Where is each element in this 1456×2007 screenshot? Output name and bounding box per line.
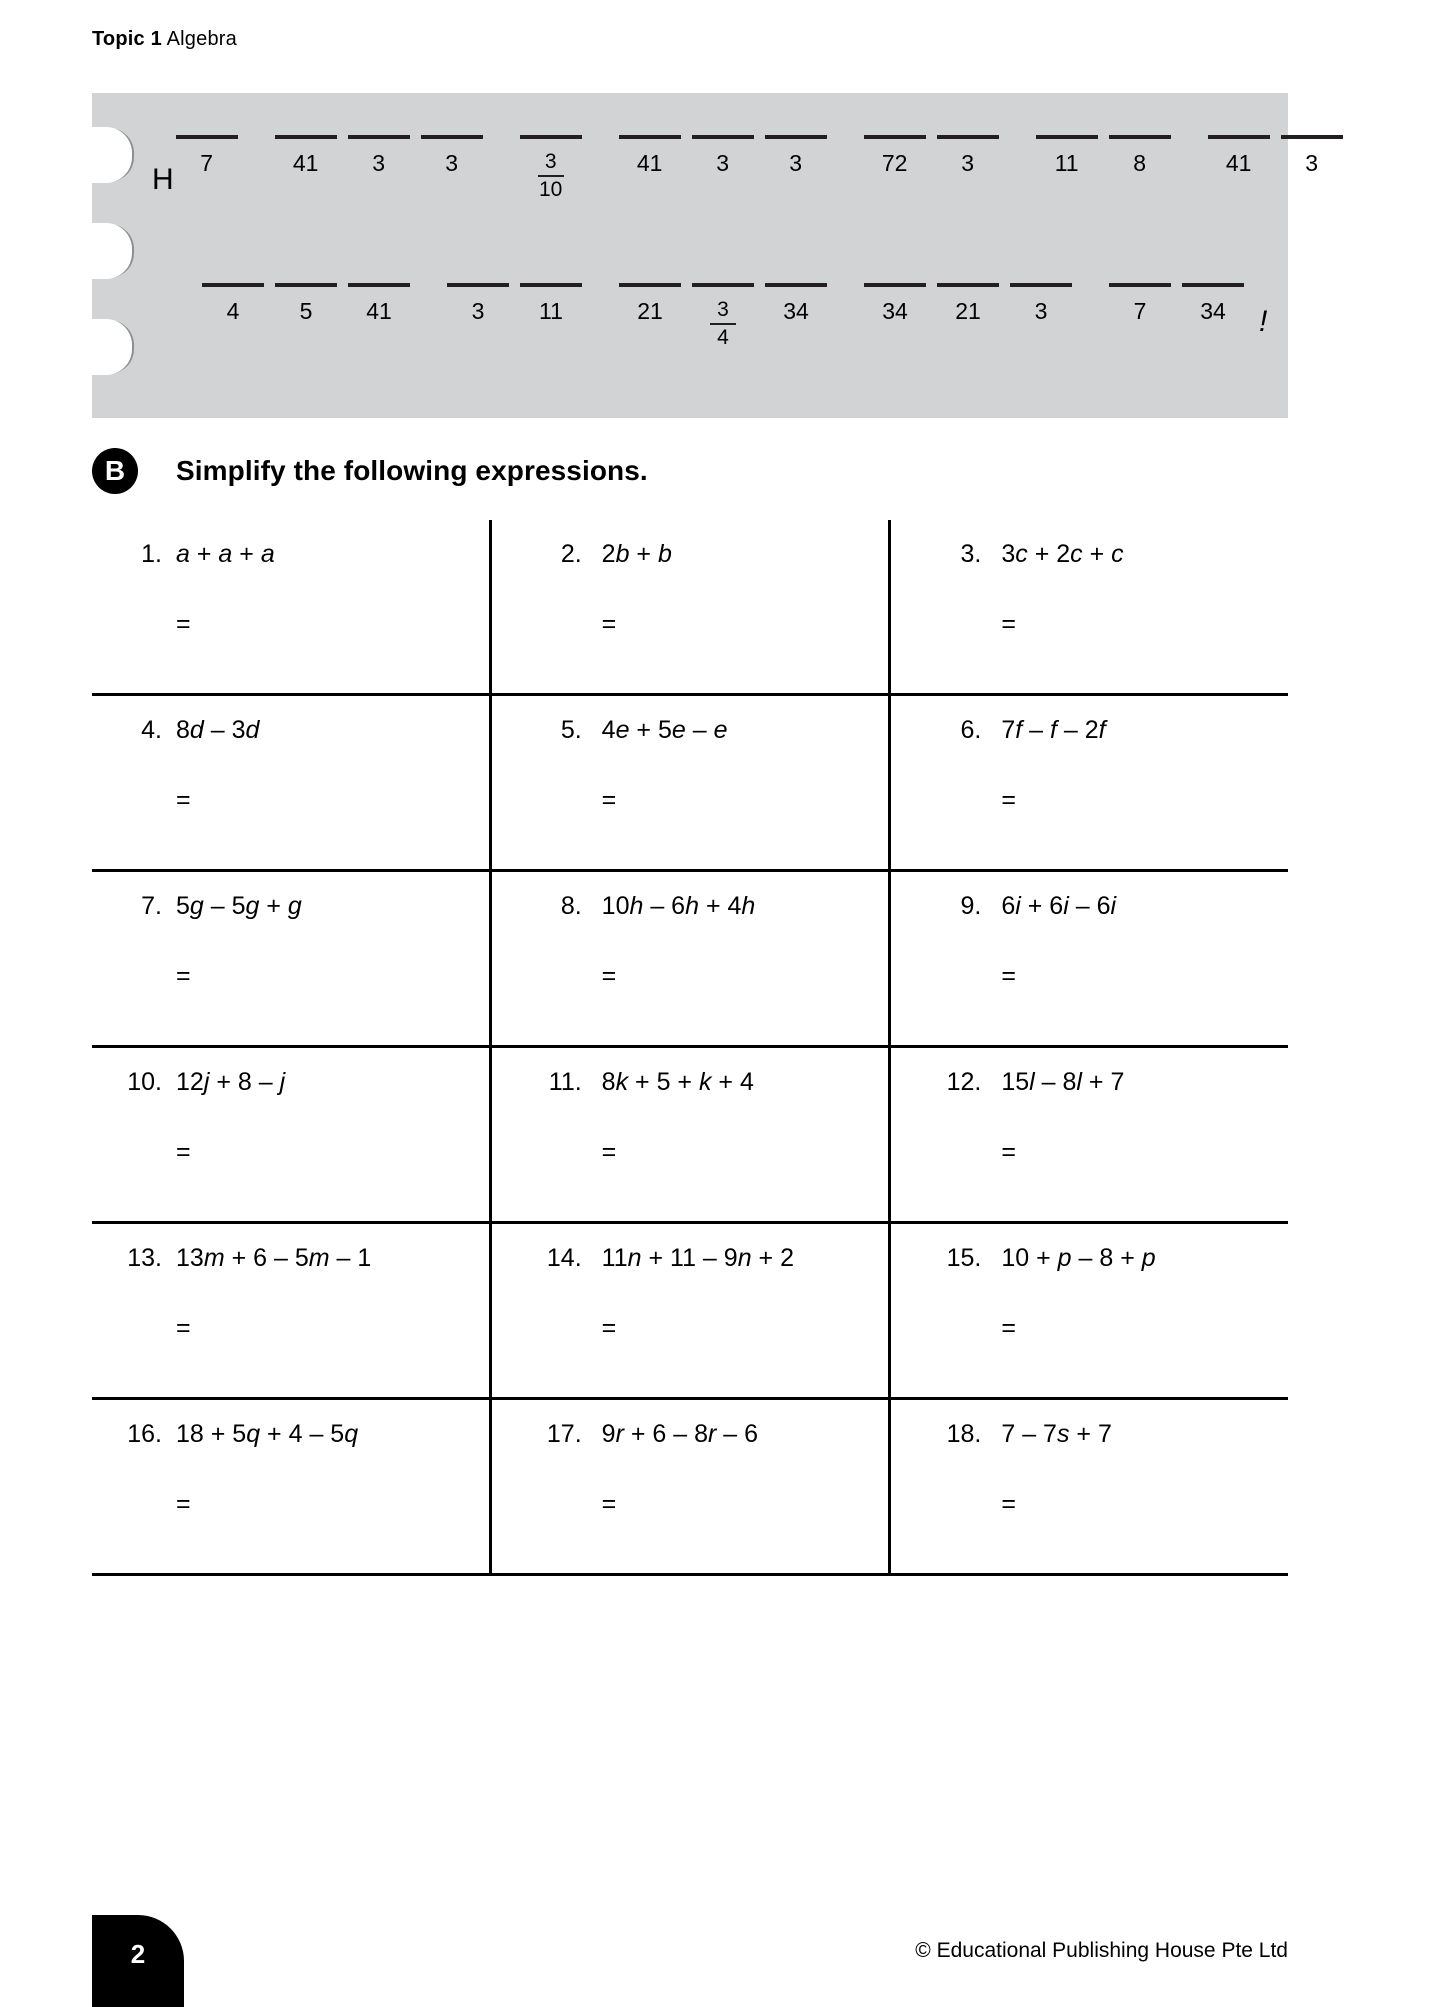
fraction-bar	[710, 323, 736, 325]
answer-equals-prefix[interactable]: =	[1001, 1138, 1016, 1166]
puzzle-answer-slot[interactable]	[202, 283, 264, 355]
question-expression: 7f – f – 2f	[1001, 716, 1106, 744]
puzzle-clue-value: 7	[1133, 298, 1147, 324]
answer-equals-prefix[interactable]: =	[601, 1490, 617, 1518]
puzzle-clue-value: 41	[636, 150, 663, 176]
question-cell	[92, 1400, 489, 1573]
puzzle-answer-row-1	[152, 135, 1354, 207]
question-expression: 8k + 5 + k + 4	[601, 1068, 754, 1096]
puzzle-clue-value: 7	[200, 150, 214, 176]
puzzle-answer-slot[interactable]	[765, 135, 827, 207]
answer-blank-line	[864, 283, 926, 287]
puzzle-clue-value: 3	[961, 150, 975, 176]
question-expression: 6i + 6i – 6i	[1001, 892, 1117, 920]
puzzle-word-group	[864, 135, 1010, 207]
question-expression: 2b + b	[601, 540, 672, 568]
answer-equals-prefix[interactable]: =	[176, 610, 191, 638]
puzzle-answer-slot[interactable]	[520, 135, 582, 207]
question-row	[92, 1224, 1288, 1400]
fraction-bar	[538, 175, 564, 177]
answer-equals-prefix[interactable]: =	[601, 610, 617, 638]
puzzle-clue-value: 3	[789, 150, 803, 176]
question-number: 2.	[560, 540, 582, 568]
puzzle-word-group	[1208, 135, 1354, 207]
answer-equals-prefix[interactable]: =	[176, 962, 191, 990]
question-expression: 7 – 7s + 7	[1001, 1420, 1112, 1448]
puzzle-word-group	[619, 135, 838, 207]
question-cell	[92, 520, 489, 693]
question-expression: 4e + 5e – e	[601, 716, 728, 744]
puzzle-answer-slot[interactable]	[348, 283, 410, 355]
answer-blank-line	[1109, 283, 1171, 287]
fraction-denominator: 10	[538, 178, 563, 202]
question-row	[92, 1400, 1288, 1576]
question-cell	[92, 696, 489, 869]
puzzle-answer-slot[interactable]	[1109, 283, 1171, 355]
puzzle-clue-value: 34	[1200, 298, 1226, 324]
question-number: 10.	[127, 1068, 162, 1096]
puzzle-word-group	[176, 135, 249, 207]
fraction-numerator: 3	[717, 298, 729, 321]
question-cell	[489, 1048, 889, 1221]
puzzle-clue-value: 8	[1133, 150, 1147, 176]
puzzle-word-group	[447, 283, 593, 355]
puzzle-word-group	[202, 283, 421, 355]
puzzle-answer-slot[interactable]	[692, 283, 754, 355]
puzzle-slots-row-2	[202, 283, 1255, 355]
question-cell	[489, 696, 889, 869]
puzzle-answer-slot[interactable]	[864, 283, 926, 355]
puzzle-clue-value: 3	[445, 150, 459, 176]
answer-blank-line	[1010, 283, 1072, 287]
binding-hole-icon	[90, 127, 132, 183]
puzzle-answer-slot[interactable]	[1010, 283, 1072, 355]
puzzle-answer-row-2	[202, 283, 1267, 355]
question-expression: 11n + 11 – 9n + 2	[601, 1244, 794, 1272]
question-cell	[888, 1224, 1288, 1397]
question-cell	[888, 696, 1288, 869]
question-number: 16.	[127, 1420, 162, 1448]
puzzle-answer-slot[interactable]	[692, 135, 754, 207]
answer-blank-line	[619, 283, 681, 287]
question-number: 6.	[960, 716, 982, 744]
puzzle-answer-slot[interactable]	[275, 283, 337, 355]
question-number: 17.	[546, 1420, 582, 1448]
puzzle-clue-value	[710, 297, 736, 355]
question-number: 11.	[548, 1068, 582, 1096]
answer-equals-prefix[interactable]: =	[1001, 610, 1016, 638]
answer-blank-line	[1036, 135, 1098, 139]
puzzle-clue-value: 3	[1305, 150, 1319, 176]
answer-blank-line	[619, 135, 681, 139]
puzzle-clue-value: 4	[226, 298, 240, 324]
header-topic-name: Algebra	[166, 28, 237, 50]
puzzle-answer-slot[interactable]	[1109, 135, 1171, 207]
puzzle-answer-slot[interactable]	[619, 283, 681, 355]
puzzle-clue-value: 3	[716, 150, 730, 176]
answer-blank-line	[1281, 135, 1343, 139]
binding-hole-icon	[90, 223, 132, 279]
puzzle-panel	[92, 93, 1319, 418]
puzzle-clue-value: 3	[471, 298, 485, 324]
answer-blank-line	[520, 135, 582, 139]
puzzle-answer-slot[interactable]	[275, 135, 337, 207]
puzzle-answer-slot[interactable]	[1036, 135, 1098, 207]
question-cell	[888, 520, 1288, 693]
question-number: 3.	[960, 540, 982, 568]
question-expression: 15l – 8l + 7	[1001, 1068, 1125, 1096]
answer-equals-prefix[interactable]: =	[176, 1138, 191, 1166]
question-number: 14.	[546, 1244, 582, 1272]
question-number: 7.	[141, 892, 162, 920]
question-cell	[92, 1224, 489, 1397]
puzzle-word-group	[619, 283, 838, 355]
question-expression: 12j + 8 – j	[176, 1068, 286, 1096]
puzzle-word-group	[520, 135, 593, 207]
answer-blank-line	[937, 283, 999, 287]
question-cell	[489, 872, 889, 1045]
puzzle-clue-value: 34	[882, 298, 908, 324]
answer-equals-prefix[interactable]: =	[1001, 1490, 1016, 1518]
puzzle-clue-value	[538, 149, 564, 207]
puzzle-answer-slot[interactable]	[447, 283, 509, 355]
question-cell	[489, 520, 889, 693]
puzzle-end-mark: !	[1259, 305, 1268, 338]
fraction	[538, 151, 564, 201]
copyright-notice: © Educational Publishing House Pte Ltd	[915, 1939, 1288, 1962]
puzzle-clue-value: 3	[1034, 298, 1048, 324]
question-cell	[489, 1400, 889, 1573]
puzzle-clue-value: 21	[637, 298, 663, 324]
puzzle-answer-slot[interactable]	[1281, 135, 1343, 207]
puzzle-word-group	[1036, 135, 1182, 207]
answer-blank-line	[937, 135, 999, 139]
answer-blank-line	[348, 283, 410, 287]
binding-hole-icon	[90, 319, 132, 375]
question-expression: 10h – 6h + 4h	[601, 892, 756, 920]
question-expression: 3c + 2c + c	[1001, 540, 1124, 568]
answer-equals-prefix[interactable]: =	[601, 1138, 617, 1166]
header-topic-word: Topic	[92, 28, 145, 50]
question-row	[92, 696, 1288, 872]
answer-blank-line	[692, 135, 754, 139]
section-badge: B	[92, 448, 138, 494]
puzzle-clue-value: 11	[1054, 150, 1079, 176]
puzzle-clue-value: 3	[372, 150, 386, 176]
question-expression: 9r + 6 – 8r – 6	[601, 1420, 759, 1448]
answer-blank-line	[202, 283, 264, 287]
puzzle-answer-slot[interactable]	[1182, 283, 1244, 355]
question-number: 5.	[560, 716, 582, 744]
page-number-tab	[92, 1915, 184, 2007]
puzzle-answer-slot[interactable]	[864, 135, 926, 207]
question-expression: a + a + a	[176, 540, 275, 568]
puzzle-clue-value: 11	[539, 298, 563, 324]
question-expression: 13m + 6 – 5m – 1	[176, 1244, 372, 1272]
answer-equals-prefix[interactable]: =	[176, 786, 191, 814]
question-cell	[489, 1224, 889, 1397]
section-title: Simplify the following expressions.	[176, 455, 648, 486]
puzzle-clue-value: 41	[292, 150, 319, 176]
answer-blank-line	[1208, 135, 1270, 139]
puzzle-answer-slot[interactable]	[348, 135, 410, 207]
answer-blank-line	[176, 135, 238, 139]
answer-blank-line	[275, 135, 337, 139]
page-header	[92, 28, 237, 51]
answer-blank-line	[765, 135, 827, 139]
puzzle-word-group	[1109, 283, 1255, 355]
fraction-numerator: 3	[544, 150, 557, 173]
puzzle-answer-slot[interactable]	[765, 283, 827, 355]
answer-equals-prefix[interactable]: =	[601, 786, 617, 814]
question-grid	[92, 520, 1288, 1576]
question-cell	[92, 1048, 489, 1221]
answer-equals-prefix[interactable]: =	[1001, 1314, 1016, 1342]
question-row	[92, 872, 1288, 1048]
answer-blank-line	[348, 135, 410, 139]
puzzle-clue-value: 34	[783, 298, 809, 324]
question-number: 4.	[141, 716, 162, 744]
answer-equals-prefix[interactable]: =	[601, 1314, 617, 1342]
answer-blank-line	[765, 283, 827, 287]
answer-blank-line	[692, 283, 754, 287]
answer-blank-line	[1182, 283, 1244, 287]
fraction-denominator: 4	[717, 326, 729, 350]
question-expression: 18 + 5q + 4 – 5q	[176, 1420, 359, 1448]
puzzle-clue-value: 41	[1225, 150, 1252, 176]
puzzle-lead-letter: H	[152, 163, 174, 196]
puzzle-clue-value: 72	[881, 150, 908, 176]
puzzle-clue-value: 21	[955, 298, 981, 324]
answer-blank-line	[864, 135, 926, 139]
answer-equals-prefix[interactable]: =	[601, 962, 617, 990]
puzzle-clue-value: 5	[299, 298, 313, 324]
question-number: 1.	[141, 540, 162, 568]
puzzle-answer-slot[interactable]	[937, 283, 999, 355]
answer-equals-prefix[interactable]: =	[176, 1314, 191, 1342]
puzzle-answer-slot[interactable]	[937, 135, 999, 207]
answer-blank-line	[1109, 135, 1171, 139]
question-cell	[888, 1400, 1288, 1573]
question-row	[92, 520, 1288, 696]
question-expression: 5g – 5g + g	[176, 892, 302, 920]
question-cell	[888, 872, 1288, 1045]
puzzle-answer-slot[interactable]	[619, 135, 681, 207]
question-number: 8.	[560, 892, 582, 920]
question-cell	[92, 872, 489, 1045]
question-number: 15.	[946, 1244, 982, 1272]
puzzle-slots-row-1	[176, 135, 1354, 207]
question-number: 13.	[127, 1244, 162, 1272]
header-topic-number: 1	[150, 28, 162, 50]
question-row	[92, 1048, 1288, 1224]
page-number: 2	[130, 1938, 146, 1969]
puzzle-answer-slot[interactable]	[520, 283, 582, 355]
question-number: 18.	[946, 1420, 982, 1448]
answer-blank-line	[447, 283, 509, 287]
answer-blank-line	[421, 135, 483, 139]
puzzle-word-group	[864, 283, 1083, 355]
answer-equals-prefix[interactable]: =	[176, 1490, 191, 1518]
puzzle-word-group	[275, 135, 494, 207]
answer-blank-line	[520, 283, 582, 287]
question-cell	[888, 1048, 1288, 1221]
answer-equals-prefix[interactable]: =	[1001, 786, 1016, 814]
answer-blank-line	[275, 283, 337, 287]
question-number: 12.	[946, 1068, 982, 1096]
question-expression: 8d – 3d	[176, 716, 260, 744]
puzzle-answer-slot[interactable]	[176, 135, 238, 207]
puzzle-answer-slot[interactable]	[421, 135, 483, 207]
fraction	[710, 299, 736, 349]
question-expression: 10 + p – 8 + p	[1001, 1244, 1156, 1272]
question-number: 9.	[960, 892, 982, 920]
puzzle-answer-slot[interactable]	[1208, 135, 1270, 207]
answer-equals-prefix[interactable]: =	[1001, 962, 1016, 990]
section-heading	[92, 448, 648, 494]
puzzle-clue-value: 41	[366, 298, 392, 324]
